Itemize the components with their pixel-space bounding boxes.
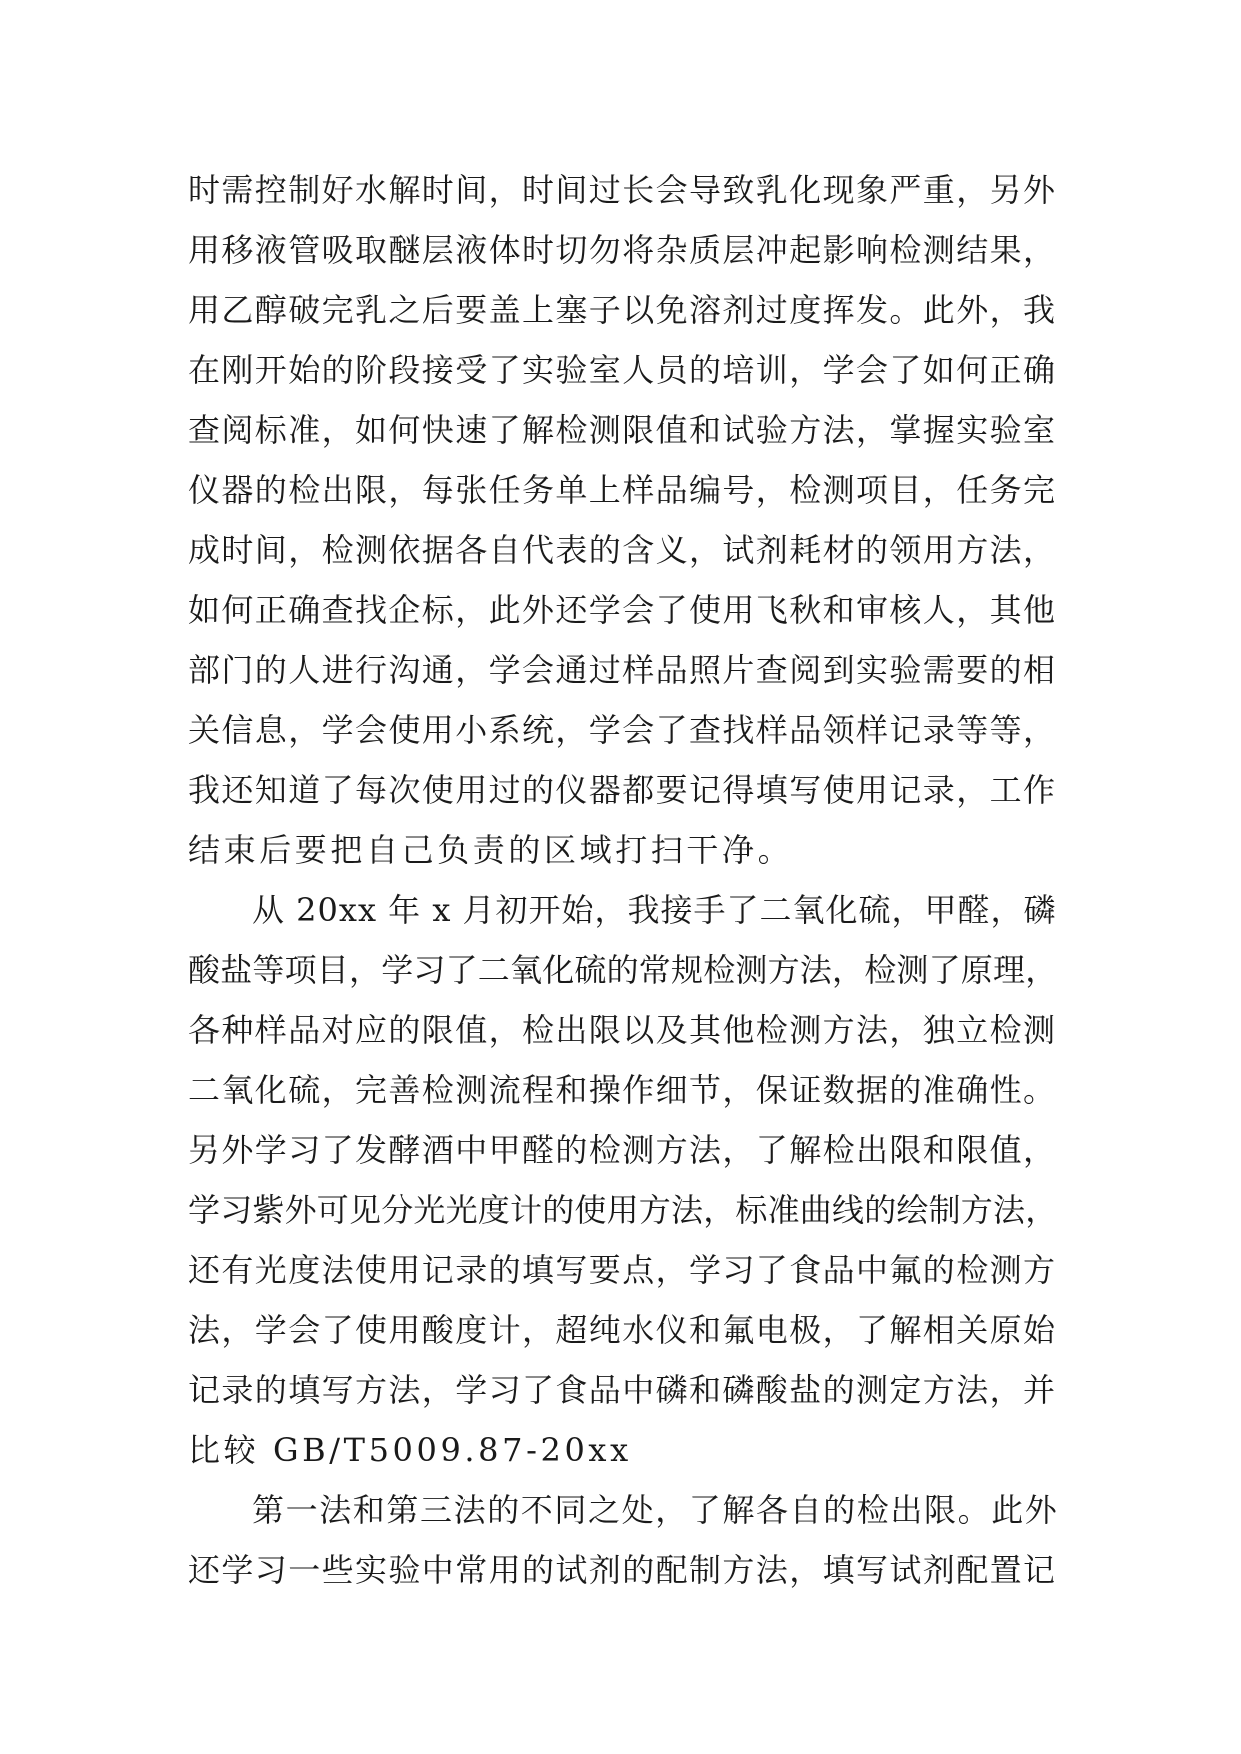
text-line: 还学习一些实验中常用的试剂的配制方法，填写试剂配置记 bbox=[188, 1551, 1057, 1589]
text-line-first-indented: 从 20xx 年 x 月初开始，我接手了二氧化硫，甲醛，磷 bbox=[252, 891, 1057, 929]
text-line: 仪器的检出限，每张任务单上样品编号，检测项目，任务完 bbox=[188, 471, 1057, 509]
text-line: 用乙醇破完乳之后要盖上塞子以免溶剂过度挥发。此外，我 bbox=[188, 291, 1057, 329]
text-line: 用移液管吸取醚层液体时切勿将杂质层冲起影响检测结果， bbox=[188, 231, 1057, 269]
paragraph-1 bbox=[188, 160, 1058, 880]
text-line: 比较 GB/T5009.87-20xx bbox=[188, 1431, 632, 1469]
text-line-first-indented: 第一法和第三法的不同之处，了解各自的检出限。此外 bbox=[252, 1491, 1059, 1529]
text-line: 部门的人进行沟通，学会通过样品照片查阅到实验需要的相 bbox=[188, 651, 1057, 689]
text-line: 如何正确查找企标，此外还学会了使用飞秋和审核人，其他 bbox=[188, 591, 1057, 629]
text-line: 我还知道了每次使用过的仪器都要记得填写使用记录，工作 bbox=[188, 771, 1057, 809]
text-line: 学习紫外可见分光光度计的使用方法，标准曲线的绘制方法， bbox=[188, 1191, 1058, 1229]
text-line: 酸盐等项目，学习了二氧化硫的常规检测方法，检测了原理， bbox=[188, 951, 1058, 989]
text-line: 另外学习了发酵酒中甲醛的检测方法，了解检出限和限值， bbox=[188, 1131, 1057, 1169]
paragraph-3 bbox=[188, 1480, 1058, 1600]
text-line: 成时间，检测依据各自代表的含义，试剂耗材的领用方法， bbox=[188, 531, 1057, 569]
text-line: 查阅标准，如何快速了解检测限值和试验方法，掌握实验室 bbox=[188, 411, 1057, 449]
text-line: 时需控制好水解时间，时间过长会导致乳化现象严重，另外 bbox=[188, 171, 1057, 209]
text-line: 记录的填写方法，学习了食品中磷和磷酸盐的测定方法，并 bbox=[188, 1371, 1057, 1409]
text-line: 二氧化硫，完善检测流程和操作细节，保证数据的准确性。 bbox=[188, 1071, 1057, 1109]
text-line: 还有光度法使用记录的填写要点，学习了食品中氟的检测方 bbox=[188, 1251, 1057, 1289]
text-line: 法，学会了使用酸度计，超纯水仪和氟电极，了解相关原始 bbox=[188, 1311, 1057, 1349]
text-line: 关信息，学会使用小系统，学会了查找样品领样记录等等， bbox=[188, 711, 1057, 749]
text-line: 结束后要把自己负责的区域打扫干净。 bbox=[188, 831, 794, 869]
paragraph-2 bbox=[188, 880, 1058, 1480]
text-line: 在刚开始的阶段接受了实验室人员的培训，学会了如何正确 bbox=[188, 351, 1057, 389]
document-body bbox=[188, 160, 1058, 1600]
text-line: 各种样品对应的限值，检出限以及其他检测方法，独立检测 bbox=[188, 1011, 1057, 1049]
